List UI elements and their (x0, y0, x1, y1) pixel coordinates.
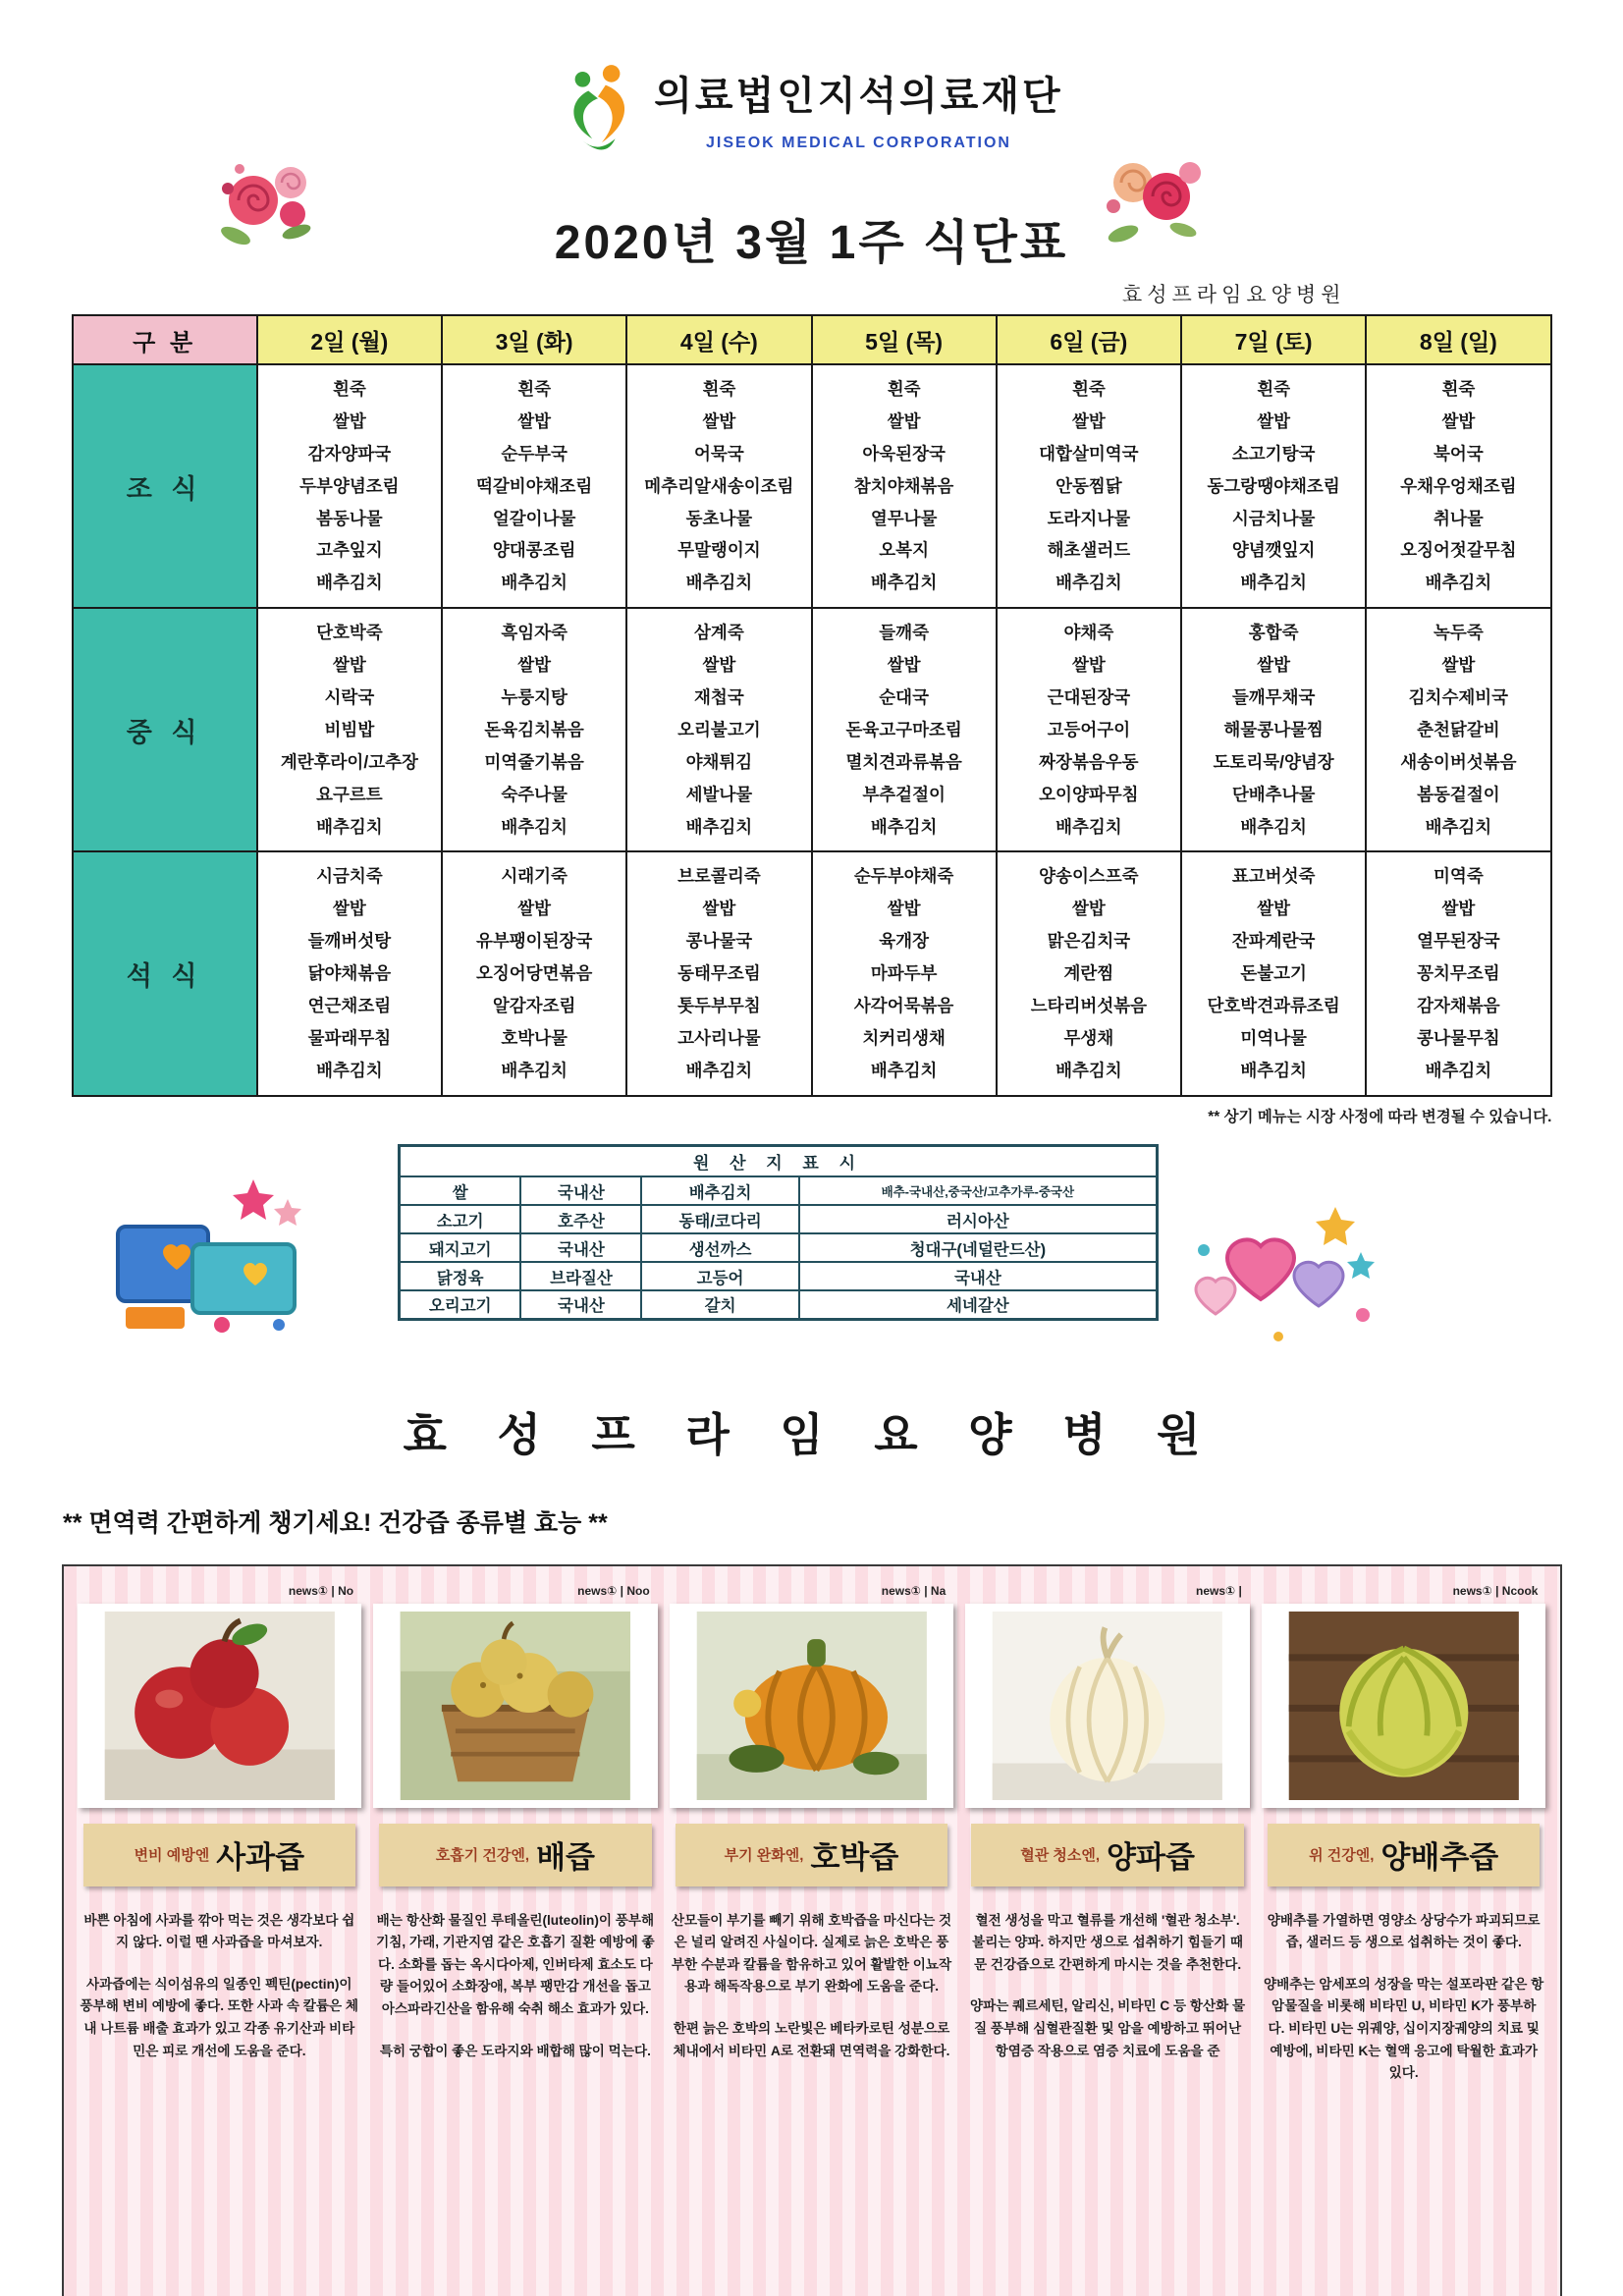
news-watermark: news① | (1196, 1583, 1242, 1598)
hearts-balloons-clipart-icon (1168, 1199, 1380, 1356)
menu-item: 마파두부 (870, 963, 938, 984)
menu-item: 단배추나물 (1231, 784, 1316, 804)
menu-item: 미역나물 (1240, 1027, 1307, 1048)
juice-paragraph: 바쁜 아침에 사과를 깎아 먹는 것은 생각보다 쉽지 않다. 이럴 땐 사과즙을 마셔보자. (83, 1912, 355, 1950)
menu-item: 흰죽 (332, 379, 366, 399)
page-title: 2020년 3월 1주 식단표 (554, 217, 1069, 270)
menu-item: 시금치죽 (316, 866, 383, 887)
menu-item: 잔파계란국 (1231, 931, 1316, 952)
pear-photo (373, 1604, 658, 1808)
origin-row (400, 1176, 1158, 1205)
origin-cell: 배추김치 (641, 1176, 798, 1205)
menu-item: 계란후라이/고추장 (280, 751, 418, 772)
menu-item: 해초샐러드 (1047, 540, 1131, 561)
menu-item: 쌀밥 (1257, 410, 1291, 431)
menu-item: 야채죽 (1063, 623, 1114, 643)
menu-cell (1181, 608, 1366, 851)
menu-item: 배추김치 (501, 573, 568, 593)
menu-item: 얼갈이나물 (492, 508, 576, 528)
meal-label-dinner: 석 식 (73, 851, 257, 1095)
origin-cell: 청대구(네덜란드산) (799, 1233, 1158, 1262)
juice-description (965, 1910, 1250, 2082)
menu-item: 흑임자죽 (501, 623, 568, 643)
org-name: 의료법인지석의료재단 (654, 75, 1063, 118)
menu-cell (626, 851, 811, 1095)
meal-row-lunch (73, 608, 1551, 851)
juice-label-banner (83, 1824, 356, 1886)
menu-item: 메추리알새송이조림 (644, 475, 794, 496)
menu-item: 누룽지탕 (501, 687, 568, 708)
menu-item: 비빔밥 (324, 719, 375, 739)
menu-item: 안동찜닭 (1055, 475, 1122, 496)
news-watermark: news① | Ncook (1452, 1583, 1539, 1598)
weekly-menu-table (72, 314, 1552, 1097)
menu-item: 물파래무침 (307, 1027, 392, 1048)
menu-item: 쌀밥 (1071, 410, 1106, 431)
menu-item: 쌀밥 (332, 655, 366, 676)
menu-item: 배추김치 (1425, 573, 1492, 593)
menu-item: 멸치견과류볶음 (845, 751, 962, 772)
menu-cell (812, 608, 997, 851)
news-watermark: news① | Noo (577, 1583, 650, 1598)
origin-cell: 생선까스 (641, 1233, 798, 1262)
menu-item: 들깨버섯탕 (307, 931, 392, 952)
menu-item: 양대콩조림 (492, 540, 576, 561)
jiseok-logo-icon (560, 65, 636, 155)
menu-item: 쌀밥 (1257, 655, 1291, 676)
menu-cell (626, 608, 811, 851)
menu-item: 연근채조림 (307, 996, 392, 1016)
menu-item: 시락국 (324, 687, 375, 708)
menu-item: 고사리나물 (677, 1027, 761, 1048)
menu-item: 배추김치 (1425, 1060, 1492, 1080)
menu-item: 감자채볶음 (1417, 996, 1500, 1016)
menu-cell (442, 608, 626, 851)
menu-item: 무생채 (1063, 1027, 1114, 1048)
origin-cell: 배추-국내산,중국산/고추가루-중국산 (799, 1176, 1158, 1205)
menu-item: 동태무조림 (677, 963, 761, 984)
menu-item: 양념깻잎지 (1231, 540, 1316, 561)
menu-item: 유부팽이된장국 (475, 931, 593, 952)
juice-description (670, 1910, 954, 2082)
menu-item: 호박나물 (501, 1027, 568, 1048)
menu-item: 쌀밥 (1071, 655, 1106, 676)
meal-label-breakfast: 조 식 (73, 364, 257, 608)
menu-corner-label: 구 분 (73, 315, 257, 364)
menu-item: 배추김치 (685, 1060, 753, 1080)
menu-cell (442, 851, 626, 1095)
juice-name: 호박즙 (810, 1840, 899, 1876)
menu-item: 취나물 (1434, 508, 1484, 528)
menu-item: 순두부국 (501, 443, 568, 464)
menu-item: 시금치나물 (1231, 508, 1316, 528)
menu-item: 쌀밥 (887, 655, 921, 676)
menu-item: 쌀밥 (1257, 899, 1291, 919)
menu-item: 야채튀김 (685, 751, 753, 772)
juice-name: 사과즙 (216, 1840, 305, 1876)
menu-cell (257, 851, 442, 1095)
menu-item: 시래기죽 (501, 866, 568, 887)
menu-item: 브로콜리죽 (677, 866, 761, 887)
menu-item: 계란찜 (1063, 963, 1114, 984)
meal-label-lunch: 중 식 (73, 608, 257, 851)
menu-cell (1181, 364, 1366, 608)
menu-item: 콩나물무침 (1417, 1027, 1500, 1048)
menu-item: 돈육고구마조림 (845, 719, 962, 739)
menu-item: 미역줄기볶음 (484, 751, 584, 772)
meal-row-breakfast (73, 364, 1551, 608)
menu-cell (812, 851, 997, 1095)
menu-item: 배추김치 (870, 1060, 938, 1080)
menu-item: 요구르트 (316, 784, 383, 804)
document-header (0, 0, 1623, 155)
pumpkin-photo (670, 1604, 954, 1808)
menu-item: 배추김치 (316, 1060, 383, 1080)
menu-item: 오징어젓갈무침 (1400, 540, 1517, 561)
menu-cell (257, 608, 442, 851)
menu-item: 순대국 (879, 687, 929, 708)
menu-item: 배추김치 (870, 816, 938, 837)
menu-item: 쌀밥 (702, 899, 736, 919)
menu-item: 동그랑땡야채조림 (1207, 475, 1340, 496)
menu-cell (626, 364, 811, 608)
menu-item: 배추김치 (1240, 1060, 1307, 1080)
menu-item: 배추김치 (1240, 573, 1307, 593)
menu-item: 봄동나물 (316, 508, 383, 528)
menu-item: 육개장 (879, 931, 929, 952)
juice-paragraph: 양배추를 가열하면 영양소 상당수가 파괴되므로 즙, 샐러드 등 생으로 섭취하는 것이 좋다. (1267, 1912, 1541, 1950)
day-header: 8일 (일) (1366, 315, 1550, 364)
menu-item: 흰죽 (517, 379, 552, 399)
rose-decoration-right-icon (1090, 143, 1213, 256)
day-header: 6일 (금) (997, 315, 1181, 364)
menu-item: 열무나물 (870, 508, 938, 528)
meal-row-dinner (73, 851, 1551, 1095)
origin-cell: 갈치 (641, 1290, 798, 1319)
menu-item: 무말랭이지 (677, 540, 761, 561)
origin-cell: 국내산 (799, 1262, 1158, 1290)
menu-item: 해물콩나물찜 (1223, 719, 1324, 739)
menu-item: 돈육김치볶음 (484, 719, 584, 739)
menu-item: 들깨무채국 (1231, 687, 1316, 708)
juice-name: 양배추즙 (1380, 1840, 1499, 1876)
menu-item: 부추겉절이 (862, 784, 946, 804)
juice-cards-container (62, 1564, 1562, 2296)
menu-item: 감자양파국 (307, 443, 392, 464)
origin-cell: 호주산 (520, 1205, 641, 1233)
origin-cell: 닭정육 (400, 1262, 521, 1290)
menu-item: 배추김치 (316, 816, 383, 837)
juice-paragraph: 산모들이 부기를 빼기 위해 호박즙을 마신다는 것은 널리 알려진 사실이다. 실제로 늙은 호박은 풍부한 수분과 칼륨을 함유하고 있어 활발한 이뇨작용과 해독작용으로 부기 완화에 도움을 준다. (671, 1912, 952, 1995)
menu-item: 쌀밥 (517, 410, 552, 431)
menu-item: 홍합죽 (1248, 623, 1299, 643)
menu-item: 쌀밥 (1441, 410, 1476, 431)
juice-card-apple (78, 1584, 362, 2296)
menu-item: 어묵국 (694, 443, 744, 464)
menu-item: 오리불고기 (677, 719, 761, 739)
menu-item: 돈불고기 (1240, 963, 1307, 984)
origin-cell: 세네갈산 (799, 1290, 1158, 1319)
menu-item: 삼계죽 (694, 623, 744, 643)
menu-cell (257, 364, 442, 608)
menu-cell (1181, 851, 1366, 1095)
juice-paragraph: 배는 항산화 물질인 루테올린(luteolin)이 풍부해 기침, 가래, 기관지염 같은 호흡기 질환 예방에 좋다. 소화를 돕는 옥시다아제, 인버타제 효소도 다량 들어있어 소화장애, 복부 팽만감 개선을 돕고 아스파라긴산을 함유해 숙취 해소 효과가 있다. (376, 1912, 655, 2016)
gift-hearts-clipart-icon (106, 1170, 317, 1341)
menu-item: 쌀밥 (702, 655, 736, 676)
juice-paragraph: 혈전 생성을 막고 혈류를 개선해 '혈관 청소부'. 불리는 양파. 하지만 생으로 섭취하기 힘들기 때문 건강즙으로 간편하게 마시는 것을 추천한다. (972, 1912, 1244, 1972)
menu-item: 고등어구이 (1047, 719, 1131, 739)
menu-item: 흰죽 (1441, 379, 1476, 399)
day-header: 7일 (토) (1181, 315, 1366, 364)
menu-item: 단호박견과류조림 (1207, 996, 1340, 1016)
menu-item: 배추김치 (501, 816, 568, 837)
menu-item: 양송이스프죽 (1039, 866, 1139, 887)
menu-item: 세발나물 (685, 784, 753, 804)
juice-benefit-tag: 부기 완화엔, (724, 1847, 804, 1865)
juice-paragraph: 양배추는 암세포의 성장을 막는 설포라판 같은 항암물질을 비롯해 비타민 U, 비타민 K가 풍부하다. 비타민 U는 위궤양, 십이지장궤양의 치료 및 예방에, 비타민 K는 혈액 응고에 탁월한 효과가 있다. (1264, 1976, 1544, 2081)
origin-cell: 국내산 (520, 1290, 641, 1319)
juice-section-heading: ** 면역력 간편하게 챙기세요! 건강즙 종류별 효능 ** (63, 1508, 608, 1537)
menu-item: 우채우엉채조림 (1400, 475, 1517, 496)
menu-item: 동초나물 (685, 508, 753, 528)
origin-cell: 러시아산 (799, 1205, 1158, 1233)
juice-description (1262, 1910, 1546, 2105)
menu-item: 두부양념조림 (299, 475, 400, 496)
menu-item: 오복지 (879, 540, 929, 561)
origin-cell: 국내산 (520, 1176, 641, 1205)
menu-item: 도토리묵/양념장 (1213, 751, 1334, 772)
origin-cell: 브라질산 (520, 1262, 641, 1290)
origin-row (400, 1290, 1158, 1319)
juice-name: 양파즙 (1107, 1840, 1195, 1876)
juice-card-cabbage (1262, 1584, 1546, 2296)
juice-label-banner (379, 1824, 652, 1886)
apple-photo (78, 1604, 362, 1808)
menu-item: 녹두죽 (1434, 623, 1484, 643)
org-name-block (654, 65, 1062, 152)
menu-cell (1366, 608, 1550, 851)
juice-card-pear (373, 1584, 658, 2296)
menu-item: 떡갈비야채조림 (475, 475, 593, 496)
juice-card-onion (965, 1584, 1250, 2296)
juice-paragraph: 특히 궁합이 좋은 도라지와 배합해 많이 먹는다. (379, 2043, 651, 2058)
menu-item: 단호박죽 (316, 623, 383, 643)
cabbage-photo (1262, 1604, 1546, 1808)
juice-label-banner (971, 1824, 1244, 1886)
origin-title-row (400, 1145, 1158, 1176)
menu-item: 흰죽 (887, 379, 921, 399)
menu-item: 쌀밥 (1441, 655, 1476, 676)
juice-benefit-tag: 혈관 청소엔, (1020, 1847, 1101, 1865)
menu-item: 근대된장국 (1047, 687, 1131, 708)
origin-cell: 국내산 (520, 1233, 641, 1262)
menu-item: 고추잎지 (316, 540, 383, 561)
origin-cell: 동태/코다리 (641, 1205, 798, 1233)
juice-description (373, 1910, 658, 2082)
menu-item: 재첩국 (694, 687, 744, 708)
menu-item: 톳두부무침 (677, 996, 761, 1016)
menu-cell (997, 608, 1181, 851)
menu-item: 새송이버섯볶음 (1400, 751, 1517, 772)
origin-cell: 오리고기 (400, 1290, 521, 1319)
menu-item: 북어국 (1434, 443, 1484, 464)
menu-item: 흰죽 (1257, 379, 1291, 399)
juice-paragraph: 사과즙에는 식이섬유의 일종인 펙틴(pectin)이 풍부해 변비 예방에 좋다. 또한 사과 속 칼륨은 체내 나트륨 배출 효과가 있고 각종 유기산과 비타민은 피로 개선에 도움을 준다. (80, 1976, 359, 2058)
origin-cell: 쌀 (400, 1176, 521, 1205)
title-row (0, 161, 1623, 279)
menu-item: 사각어묵볶음 (853, 996, 954, 1016)
menu-item: 배추김치 (1055, 573, 1122, 593)
menu-item: 쌀밥 (887, 410, 921, 431)
juice-description (78, 1910, 362, 2082)
menu-header-row (73, 315, 1551, 364)
origin-section (0, 1140, 1623, 1366)
juice-benefit-tag: 호흡기 건강엔, (435, 1847, 530, 1865)
menu-item: 쌀밥 (332, 410, 366, 431)
day-header: 4일 (수) (626, 315, 811, 364)
menu-item: 쌀밥 (702, 410, 736, 431)
menu-item: 춘천닭갈비 (1417, 719, 1500, 739)
menu-item: 아욱된장국 (862, 443, 946, 464)
juice-benefit-tag: 변비 예방엔 (134, 1847, 210, 1865)
menu-item: 알감자조림 (492, 996, 576, 1016)
menu-cell (812, 364, 997, 608)
menu-item: 오이양파무침 (1039, 784, 1139, 804)
menu-item: 미역죽 (1434, 866, 1484, 887)
menu-item: 배추김치 (316, 573, 383, 593)
menu-item: 쌀밥 (1441, 899, 1476, 919)
menu-item: 짜장볶음우동 (1039, 751, 1139, 772)
menu-cell (1366, 364, 1550, 608)
menu-item: 표고버섯죽 (1231, 866, 1316, 887)
menu-item: 배추김치 (685, 573, 753, 593)
menu-item: 들깨죽 (879, 623, 929, 643)
menu-item: 치커리생채 (862, 1027, 946, 1048)
menu-item: 쌀밥 (517, 655, 552, 676)
juice-paragraph: 한편 늙은 호박의 노란빛은 베타카로틴 성분으로 체내에서 비타민 A로 전환돼 면역력을 강화한다. (673, 2020, 950, 2058)
menu-item: 소고기탕국 (1231, 443, 1316, 464)
menu-item: 오징어당면볶음 (475, 963, 593, 984)
menu-item: 도라지나물 (1047, 508, 1131, 528)
menu-item: 봄동겉절이 (1417, 784, 1500, 804)
menu-item: 닭야채볶음 (307, 963, 392, 984)
menu-cell (442, 364, 626, 608)
menu-item: 꽁치무조림 (1417, 963, 1500, 984)
juice-benefit-tag: 위 건강엔, (1309, 1847, 1375, 1865)
menu-item: 쌀밥 (887, 899, 921, 919)
menu-item: 배추김치 (1055, 816, 1122, 837)
menu-item: 콩나물국 (685, 931, 753, 952)
origin-cell: 돼지고기 (400, 1233, 521, 1262)
juice-label-banner (676, 1824, 948, 1886)
day-header: 3일 (화) (442, 315, 626, 364)
day-header: 5일 (목) (812, 315, 997, 364)
juice-card-pumpkin (670, 1584, 954, 2296)
origin-row (400, 1262, 1158, 1290)
menu-item: 배추김치 (685, 816, 753, 837)
menu-item: 배추김치 (1240, 816, 1307, 837)
juice-name: 배즙 (536, 1840, 595, 1876)
origin-row (400, 1205, 1158, 1233)
menu-item: 열무된장국 (1417, 931, 1500, 952)
menu-item: 김치수제비국 (1408, 687, 1509, 708)
origin-cell: 소고기 (400, 1205, 521, 1233)
menu-item: 쌀밥 (332, 899, 366, 919)
menu-item: 배추김치 (870, 573, 938, 593)
menu-item: 흰죽 (1071, 379, 1106, 399)
menu-item: 쌀밥 (517, 899, 552, 919)
menu-cell (1366, 851, 1550, 1095)
menu-item: 흰죽 (702, 379, 736, 399)
menu-item: 대합살미역국 (1039, 443, 1139, 464)
menu-item: 맑은김치국 (1047, 931, 1131, 952)
menu-item: 배추김치 (1425, 816, 1492, 837)
menu-cell (997, 364, 1181, 608)
origin-cell: 고등어 (641, 1262, 798, 1290)
origin-row (400, 1233, 1158, 1262)
hospital-name-small: 효성프라임요양병원 (1121, 283, 1346, 306)
day-header: 2일 (월) (257, 315, 442, 364)
hospital-name-large: 효 성 프 라 임 요 양 병 원 (403, 1409, 1220, 1460)
menu-item: 느타리버섯볶음 (1030, 996, 1148, 1016)
news-watermark: news① | No (288, 1583, 354, 1598)
menu-item: 참치야채볶음 (853, 475, 954, 496)
menu-cell (997, 851, 1181, 1095)
origin-title: 원 산 지 표 시 (400, 1145, 1158, 1176)
menu-item: 쌀밥 (1071, 899, 1106, 919)
menu-change-note: ** 상기 메뉴는 시장 사정에 따라 변경될 수 있습니다. (1208, 1108, 1552, 1125)
juice-label-banner (1268, 1824, 1541, 1886)
news-watermark: news① | Na (881, 1583, 947, 1598)
juice-paragraph: 양파는 퀘르세틴, 알리신, 비타민 C 등 항산화 물질 풍부해 심혈관질환 및 암을 예방하고 뛰어난 항염증 작용으로 염증 치료에 도움을 준 (969, 1998, 1246, 2058)
menu-item: 배추김치 (501, 1060, 568, 1080)
menu-item: 순두부야채죽 (853, 866, 954, 887)
onion-photo (965, 1604, 1250, 1808)
menu-item: 숙주나물 (501, 784, 568, 804)
origin-table (398, 1144, 1159, 1321)
menu-item: 배추김치 (1055, 1060, 1122, 1080)
org-name-en: JISEOK MEDICAL CORPORATION (706, 135, 1011, 151)
